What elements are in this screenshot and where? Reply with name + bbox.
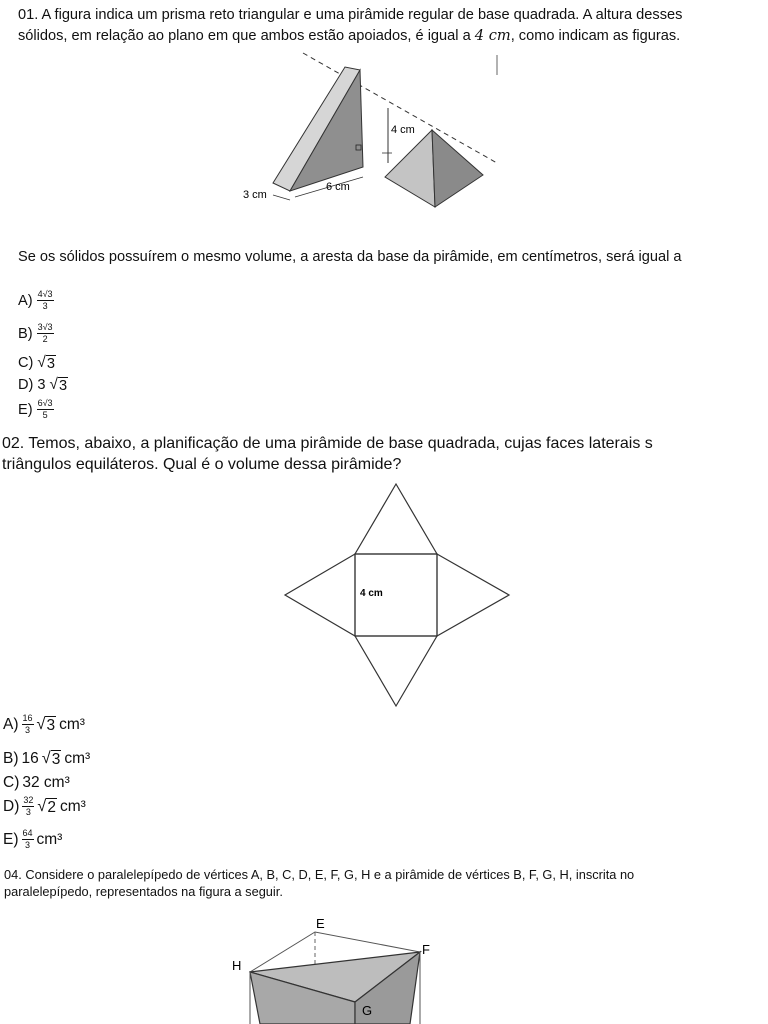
sqrt-radicand: 3 bbox=[46, 355, 55, 372]
option-sqrt bbox=[50, 376, 69, 394]
q1-pyramid-left-face bbox=[385, 130, 435, 207]
option-unit: cm³ bbox=[59, 797, 86, 815]
q1-pyramid-right-face bbox=[432, 130, 483, 207]
frac-den: 3 bbox=[25, 725, 31, 735]
q1-option-a[interactable] bbox=[18, 290, 54, 311]
q1-text-a: 01. A figura indica um prisma reto triangular e uma pirâmide regular de base quadrada. A altura desses sólidos, em relação ao plano em que ambos estão apoiados, é igual a bbox=[18, 7, 683, 44]
q1-option-e[interactable] bbox=[18, 399, 54, 420]
sqrt-radicand: 3 bbox=[46, 716, 56, 734]
sqrt-radicand: 3 bbox=[58, 377, 68, 394]
option-letter: D) bbox=[3, 797, 20, 815]
option-letter: C) bbox=[18, 355, 34, 371]
option-fraction bbox=[37, 399, 54, 420]
q2-line-1: 02. Temos, abaixo, a planificação de uma pirâmide de base quadrada, cujas faces laterais s bbox=[2, 435, 653, 452]
q2-option-a[interactable] bbox=[3, 714, 85, 735]
sqrt-sign: √ bbox=[37, 797, 47, 815]
option-coef: 16 bbox=[21, 749, 39, 767]
option-fraction bbox=[37, 290, 54, 311]
option-fraction bbox=[37, 323, 54, 344]
option-letter: D) bbox=[18, 377, 34, 393]
q2-option-c[interactable] bbox=[3, 774, 70, 792]
sqrt-radicand: 3 bbox=[51, 750, 61, 768]
q1-question: Se os sólidos possuírem o mesmo volume, a aresta da base da pirâmide, em centímetros, será igual a bbox=[18, 249, 682, 265]
frac-num: 4√3 bbox=[37, 289, 53, 299]
vertex-label-h: H bbox=[232, 958, 242, 973]
q1-base-arrow bbox=[273, 195, 290, 200]
q1-option-c[interactable] bbox=[18, 354, 56, 372]
frac-num: 3√3 bbox=[37, 322, 53, 332]
q2-option-e[interactable] bbox=[3, 829, 62, 850]
sqrt-sign: √ bbox=[41, 749, 51, 767]
frac-num: 6√3 bbox=[37, 398, 53, 408]
sqrt-sign: √ bbox=[36, 715, 46, 733]
q2-line-2: triângulos equiláteros. Qual é o volume dessa pirâmide? bbox=[2, 456, 402, 473]
sqrt-radicand: 2 bbox=[47, 798, 56, 816]
option-unit: cm³ bbox=[59, 715, 85, 733]
sqrt-sign: √ bbox=[37, 354, 46, 371]
option-fraction bbox=[22, 714, 34, 735]
net-triangle-left bbox=[285, 554, 355, 636]
option-letter: B) bbox=[3, 749, 19, 767]
option-fraction bbox=[22, 829, 34, 850]
vertex-label-g: G bbox=[362, 1003, 373, 1018]
q1-label-base: 3 cm bbox=[243, 189, 267, 201]
frac-den: 5 bbox=[42, 410, 48, 420]
option-letter: A) bbox=[3, 715, 19, 733]
option-sqrt bbox=[37, 715, 57, 734]
vertex-label-e: E bbox=[316, 916, 325, 931]
option-sqrt bbox=[37, 354, 56, 372]
q2-option-d[interactable] bbox=[3, 796, 86, 817]
frac-den: 3 bbox=[25, 807, 31, 817]
sqrt-sign: √ bbox=[49, 376, 58, 393]
frac-den: 3 bbox=[42, 301, 48, 311]
question-04-statement: 04. Considere o paralelepípedo de vértices A, B, C, D, E, F, G, H e a pirâmide de vértices B, F, G, H, inscrita no paralelepípedo, representados na figura a seguir. bbox=[4, 867, 635, 899]
option-coef: 3 bbox=[37, 377, 46, 393]
q1-prism-side bbox=[290, 70, 363, 191]
option-sqrt bbox=[37, 797, 57, 816]
q1-figure bbox=[235, 45, 505, 215]
frac-num: 64 bbox=[22, 828, 33, 838]
option-letter: E) bbox=[3, 830, 19, 848]
net-triangle-top bbox=[355, 484, 437, 554]
option-letter: E) bbox=[18, 401, 33, 418]
frac-den: 2 bbox=[42, 334, 48, 344]
q4-figure bbox=[225, 910, 440, 1024]
option-letter: C) bbox=[3, 774, 20, 791]
question-01-statement bbox=[18, 6, 733, 46]
vertex-label-f: F bbox=[422, 942, 430, 957]
option-sqrt bbox=[42, 749, 62, 768]
q1-option-d[interactable] bbox=[18, 376, 68, 394]
option-text: 32 cm³ bbox=[22, 774, 70, 791]
q1-text-b: , como indicam as figuras. bbox=[510, 27, 681, 44]
q1-option-b[interactable] bbox=[18, 323, 54, 344]
q2-option-b[interactable] bbox=[3, 749, 90, 768]
option-unit: cm³ bbox=[64, 749, 91, 767]
q1-label-height: 4 cm bbox=[391, 124, 415, 136]
option-fraction bbox=[22, 796, 34, 817]
question-02-statement bbox=[2, 433, 768, 475]
net-triangle-right bbox=[437, 554, 509, 636]
frac-num: 32 bbox=[23, 795, 34, 805]
q2-net-figure bbox=[280, 480, 515, 710]
option-unit: cm³ bbox=[36, 830, 63, 848]
q1-label-length: 6 cm bbox=[326, 181, 350, 193]
net-triangle-bottom bbox=[355, 636, 437, 706]
net-label: 4 cm bbox=[360, 588, 383, 599]
q1-height-value: 4 cm bbox=[474, 26, 511, 44]
option-letter: B) bbox=[18, 325, 33, 342]
option-letter: A) bbox=[18, 292, 33, 309]
frac-num: 16 bbox=[22, 713, 33, 723]
frac-den: 3 bbox=[25, 840, 31, 850]
